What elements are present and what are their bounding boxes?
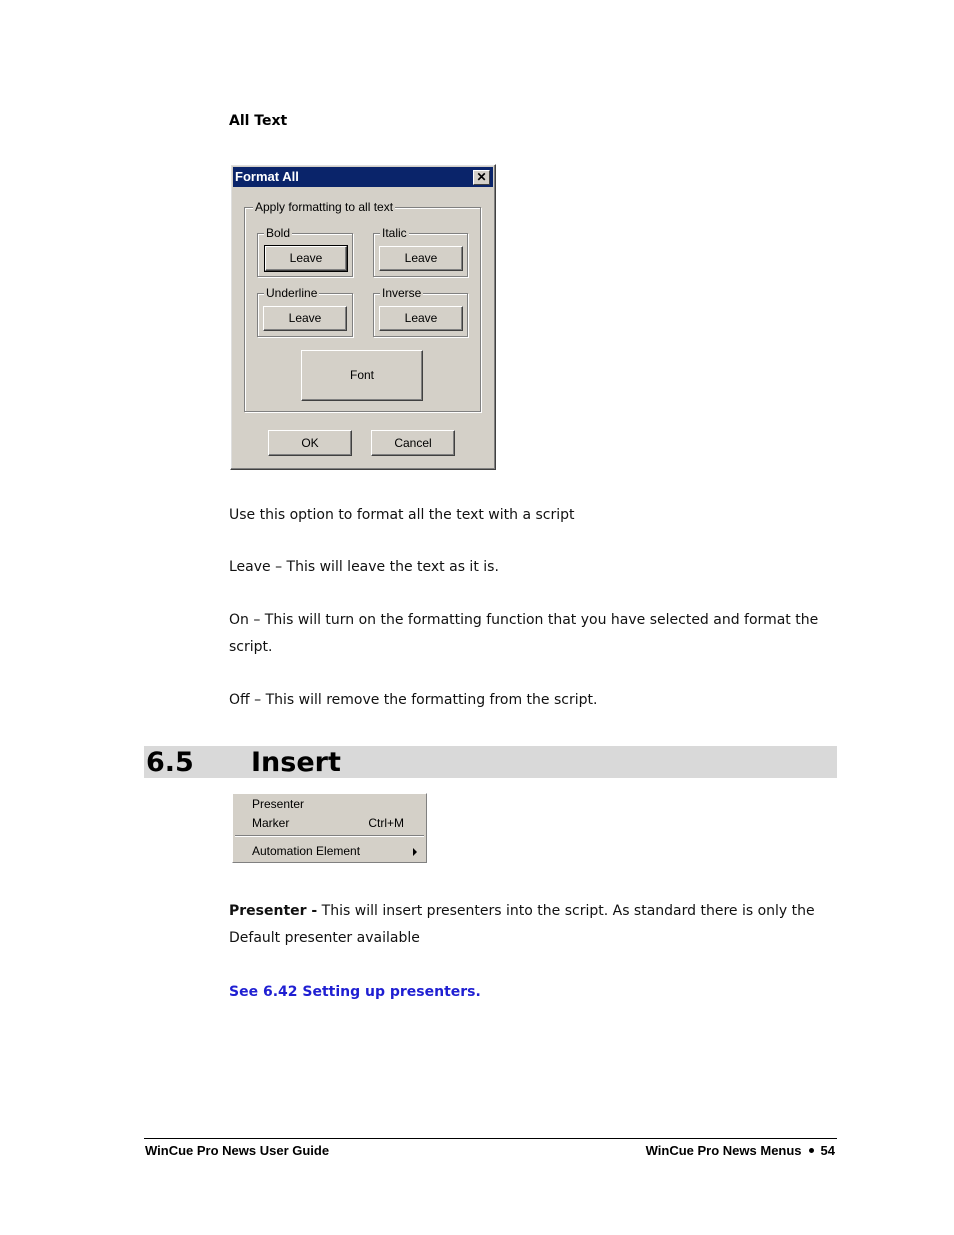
ok-button[interactable]: OK bbox=[268, 430, 352, 456]
underline-group bbox=[257, 286, 353, 337]
close-icon[interactable]: ✕ bbox=[473, 170, 490, 185]
bold-group bbox=[257, 226, 353, 277]
paragraph-leave: Leave – This will leave the text as it is. bbox=[229, 559, 499, 575]
footer-rule bbox=[144, 1138, 837, 1139]
underline-label: Underline bbox=[266, 286, 318, 300]
italic-label: Italic bbox=[382, 226, 407, 240]
footer-chapter: WinCue Pro News Menus bbox=[645, 1143, 802, 1158]
menu-item-presenter[interactable] bbox=[252, 795, 422, 813]
presenter-term: Presenter - bbox=[229, 903, 318, 919]
inverse-leave-button[interactable]: Leave bbox=[379, 306, 463, 331]
italic-group bbox=[373, 226, 468, 277]
footer-right bbox=[646, 1143, 835, 1158]
paragraph-off: Off – This will remove the formatting from the script. bbox=[229, 692, 598, 708]
menu-item-marker[interactable] bbox=[252, 814, 422, 832]
presenters-link[interactable]: See 6.42 Setting up presenters. bbox=[229, 984, 481, 1000]
insert-menu bbox=[232, 793, 427, 863]
paragraph-on: On – This will turn on the formatting function that you have selected and format the script. bbox=[229, 612, 819, 655]
dialog-titlebar bbox=[233, 167, 493, 187]
submenu-arrow-icon bbox=[413, 848, 417, 856]
paragraph-intro: Use this option to format all the text with a script bbox=[229, 507, 575, 523]
apply-formatting-label: Apply formatting to all text bbox=[255, 200, 394, 214]
menu-item-label: Marker bbox=[252, 816, 290, 830]
paragraph-presenter bbox=[229, 898, 829, 952]
section-heading bbox=[144, 746, 837, 778]
bold-label: Bold bbox=[266, 226, 291, 240]
apply-formatting-group bbox=[244, 200, 481, 412]
cancel-button[interactable]: Cancel bbox=[371, 430, 455, 456]
dialog-title: Format All bbox=[235, 169, 299, 184]
italic-leave-button[interactable]: Leave bbox=[379, 246, 463, 271]
menu-item-label: Automation Element bbox=[252, 844, 361, 858]
subheading: All Text bbox=[229, 113, 288, 129]
footer-left: WinCue Pro News User Guide bbox=[145, 1143, 330, 1158]
underline-leave-button[interactable]: Leave bbox=[263, 306, 347, 331]
page-number: 54 bbox=[820, 1143, 835, 1158]
format-all-dialog bbox=[230, 164, 496, 470]
section-title: Insert bbox=[251, 747, 341, 778]
bold-leave-button[interactable]: Leave bbox=[265, 246, 347, 271]
menu-item-shortcut: Ctrl+M bbox=[368, 816, 404, 830]
menu-separator bbox=[235, 835, 424, 837]
inverse-group bbox=[373, 286, 468, 337]
menu-item-automation-element[interactable] bbox=[252, 842, 422, 860]
bullet-icon bbox=[809, 1148, 814, 1153]
font-button[interactable]: Font bbox=[301, 350, 423, 401]
presenter-text: This will insert presenters into the script. As standard there is only the Default presenter available bbox=[229, 903, 815, 946]
section-number: 6.5 bbox=[146, 747, 194, 778]
inverse-label: Inverse bbox=[382, 286, 422, 300]
menu-item-label: Presenter bbox=[252, 797, 305, 811]
